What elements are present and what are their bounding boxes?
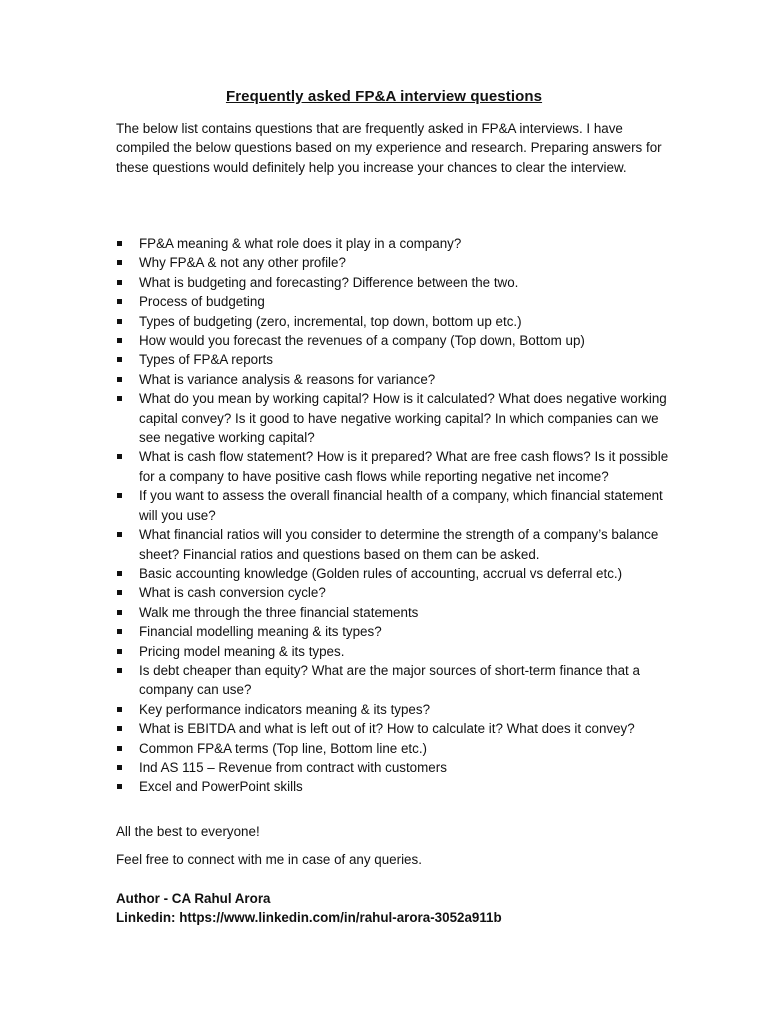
question-list xyxy=(116,234,676,797)
square-bullet-icon xyxy=(117,299,122,304)
question-text: What is EBITDA and what is left out of it? How to calculate it? What does it convey? xyxy=(139,721,635,737)
question-item xyxy=(116,273,676,292)
question-item xyxy=(116,253,676,272)
question-text: Types of FP&A reports xyxy=(139,352,273,368)
question-item xyxy=(116,292,676,311)
question-text: FP&A meaning & what role does it play in a company? xyxy=(139,236,462,251)
document-title: Frequently asked FP&A interview questions xyxy=(225,88,543,105)
question-text: Financial modelling meaning & its types? xyxy=(139,624,382,640)
question-text: What financial ratios will you consider to determine the strength of a company’s balance sheet? Financial ratios and questions based on them can be asked. xyxy=(139,527,659,562)
square-bullet-icon xyxy=(117,454,122,459)
question-text: Common FP&A terms (Top line, Bottom line etc.) xyxy=(139,740,427,756)
question-text: Types of budgeting (zero, incremental, top down, bottom up etc.) xyxy=(139,313,522,329)
linkedin-line: Linkedin: https://www.linkedin.com/in/rahul-arora-3052a911b xyxy=(116,910,502,925)
square-bullet-icon xyxy=(117,396,122,401)
square-bullet-icon xyxy=(117,610,122,615)
intro-paragraph: The below list contains questions that are frequently asked in FP&A interviews. I have compiled the below questions based on my experience and research. Preparing answers for these questions would definitely help you increase your chances to clear the interview. xyxy=(116,121,662,175)
question-text: How would you forecast the revenues of a company (Top down, Bottom up) xyxy=(139,333,585,349)
question-text: What is cash conversion cycle? xyxy=(139,585,326,601)
square-bullet-icon xyxy=(117,280,122,285)
square-bullet-icon xyxy=(117,649,122,654)
question-text: Key performance indicators meaning & its types? xyxy=(139,701,431,717)
question-item xyxy=(116,758,676,777)
question-item xyxy=(116,700,676,719)
question-item xyxy=(116,331,676,350)
square-bullet-icon xyxy=(117,668,122,673)
question-item xyxy=(116,622,676,641)
square-bullet-icon xyxy=(117,241,122,246)
question-item xyxy=(116,583,676,602)
question-text: What is variance analysis & reasons for variance? xyxy=(139,371,436,387)
question-text: Why FP&A & not any other profile? xyxy=(139,255,346,271)
question-item xyxy=(116,661,676,700)
question-item xyxy=(116,234,676,253)
question-text: Basic accounting knowledge (Golden rules of accounting, accrual vs deferral etc.) xyxy=(139,565,623,581)
square-bullet-icon xyxy=(117,590,122,595)
square-bullet-icon xyxy=(117,319,122,324)
author-line: Author - CA Rahul Arora xyxy=(116,891,271,906)
closing-contact-note: Feel free to connect with me in case of any queries. xyxy=(116,852,422,867)
question-item xyxy=(116,370,676,389)
question-text: Pricing model meaning & its types. xyxy=(139,643,345,659)
question-text: Process of budgeting xyxy=(139,294,265,310)
question-text: Is debt cheaper than equity? What are the major sources of short-term finance that a company can use? xyxy=(139,662,640,698)
question-item xyxy=(116,777,676,796)
question-text: Ind AS 115 – Revenue from contract with customers xyxy=(139,759,447,775)
square-bullet-icon xyxy=(117,338,122,343)
square-bullet-icon xyxy=(117,532,122,537)
closing-wishes: All the best to everyone! xyxy=(116,824,260,839)
square-bullet-icon xyxy=(117,493,122,498)
question-text: What is budgeting and forecasting? Difference between the two. xyxy=(139,274,519,290)
question-item xyxy=(116,603,676,622)
square-bullet-icon xyxy=(117,629,122,634)
question-item xyxy=(116,389,676,447)
question-text: What is cash flow statement? How is it prepared? What are free cash flows? Is it possible for a company to have positive cash flows while reporting negative net income? xyxy=(139,449,669,484)
question-item xyxy=(116,719,676,738)
square-bullet-icon xyxy=(117,707,122,712)
question-text: What do you mean by working capital? How is it calculated? What does negative working capital convey? Is it good to have negative working capital? In which companies can we see negative working capital? xyxy=(139,391,667,446)
square-bullet-icon xyxy=(117,377,122,382)
square-bullet-icon xyxy=(117,746,122,751)
question-item xyxy=(116,739,676,758)
question-text: Excel and PowerPoint skills xyxy=(139,779,303,795)
square-bullet-icon xyxy=(117,765,122,770)
square-bullet-icon xyxy=(117,357,122,362)
question-item xyxy=(116,525,676,564)
question-item xyxy=(116,312,676,331)
question-item xyxy=(116,350,676,369)
square-bullet-icon xyxy=(117,260,122,265)
question-item xyxy=(116,564,676,583)
question-item xyxy=(116,447,676,486)
question-text: If you want to assess the overall financial health of a company, which financial statement will you use? xyxy=(139,488,663,523)
square-bullet-icon xyxy=(117,784,122,789)
question-text: Walk me through the three financial statements xyxy=(139,604,419,620)
square-bullet-icon xyxy=(117,726,122,731)
question-item xyxy=(116,486,676,525)
question-item xyxy=(116,642,676,661)
square-bullet-icon xyxy=(117,571,122,576)
